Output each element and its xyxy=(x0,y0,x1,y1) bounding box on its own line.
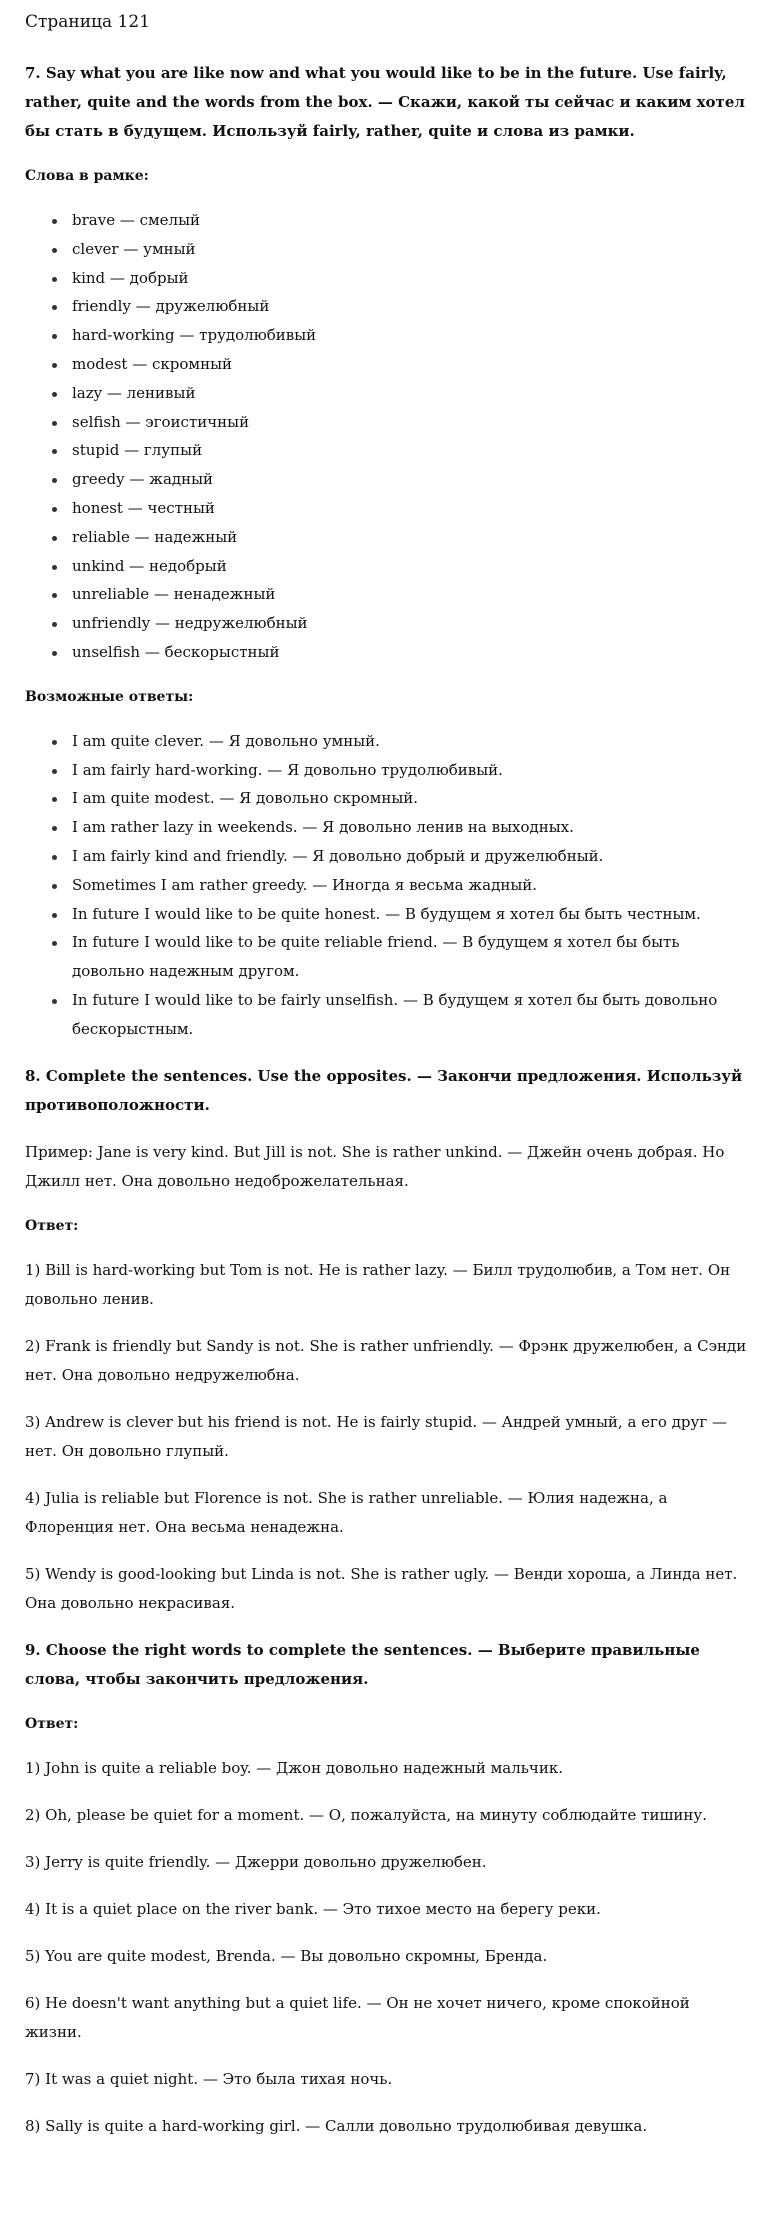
task-9-answer: 2) Oh, please be quiet for a moment. — О, пожалуйста, на минуту соблюдайте тишину. xyxy=(25,1805,708,1824)
task-9-answer-label: Ответ: xyxy=(25,1715,79,1732)
bullet-icon xyxy=(52,219,57,224)
bullet-icon xyxy=(52,536,57,541)
word-item: stupid — глупый xyxy=(52,436,748,465)
task-9-answer: 6) He doesn't want anything but a quiet life. — Он не хочет ничего, кроме спокойной жизни. xyxy=(25,1993,690,2041)
bullet-icon xyxy=(52,622,57,627)
task-9-answer: 1) John is quite a reliable boy. — Джон довольно надежный мальчик. xyxy=(25,1758,563,1777)
task-8-answer: 4) Julia is reliable but Florence is not. She is rather unreliable. — Юлия надежна, а Флоренция нет. Она весьма ненадежна. xyxy=(25,1488,668,1536)
bullet-icon xyxy=(52,248,57,253)
answer-item: I am fairly kind and friendly. — Я довольно добрый и дружелюбный. xyxy=(52,842,748,871)
task-9-heading: 9. Choose the right words to complete the sentences. — Выберите правильные слова, чтобы закончить предложения. xyxy=(25,1640,700,1688)
bullet-icon xyxy=(52,421,57,426)
bullet-icon xyxy=(52,449,57,454)
bullet-icon xyxy=(52,740,57,745)
task-7-heading: 7. Say what you are like now and what you would like to be in the future. Use fairly, rather, quite and the words from the box. — Скажи, какой ты сейчас и каким хотел бы стать в будущем. Используй fairly, rather, quite и слова из рамки. xyxy=(25,64,745,140)
task-8-answer: 3) Andrew is clever but his friend is not. He is fairly stupid. — Андрей умный, а его друг — нет. Он довольно глупый. xyxy=(25,1412,727,1460)
bullet-icon xyxy=(52,941,57,946)
bullet-icon xyxy=(52,334,57,339)
bullet-icon xyxy=(52,826,57,831)
bullet-icon xyxy=(52,363,57,368)
task-8-heading: 8. Complete the sentences. Use the opposites. — Закончи предложения. Используй противоположности. xyxy=(25,1066,743,1114)
answer-item: I am quite modest. — Я довольно скромный. xyxy=(52,784,748,813)
word-item: clever — умный xyxy=(52,235,748,264)
word-item: friendly — дружелюбный xyxy=(52,292,748,321)
word-list xyxy=(25,206,748,667)
word-item: brave — смелый xyxy=(52,206,748,235)
answer-item: In future I would like to be quite honest. — В будущем я хотел бы быть честным. xyxy=(52,900,748,929)
task-8-answer: 5) Wendy is good-looking but Linda is not. She is rather ugly. — Венди хороша, а Линда нет. Она довольно некрасивая. xyxy=(25,1564,738,1612)
possible-answers-label: Возможные ответы: xyxy=(25,688,194,705)
bullet-icon xyxy=(52,999,57,1004)
task-8-answer-label: Ответ: xyxy=(25,1217,79,1234)
word-item: unselfish — бескорыстный xyxy=(52,638,748,667)
task-9-answer: 8) Sally is quite a hard-working girl. — Салли довольно трудолюбивая девушка. xyxy=(25,2116,648,2135)
word-item: kind — добрый xyxy=(52,264,748,293)
answer-item: In future I would like to be quite reliable friend. — В будущем я хотел бы быть довольно надежным другом. xyxy=(52,928,748,986)
bullet-icon xyxy=(52,913,57,918)
word-item: unreliable — ненадежный xyxy=(52,580,748,609)
bullet-icon xyxy=(52,392,57,397)
page-title: Страница 121 xyxy=(25,12,151,32)
answer-item: In future I would like to be fairly unselfish. — В будущем я хотел бы быть довольно бескорыстным. xyxy=(52,986,748,1044)
word-item: reliable — надежный xyxy=(52,523,748,552)
task-8-example: Пример: Jane is very kind. But Jill is not. She is rather unkind. — Джейн очень добрая. Но Джилл нет. Она довольно недоброжелательная. xyxy=(25,1142,725,1190)
word-item: modest — скромный xyxy=(52,350,748,379)
answer-item: I am rather lazy in weekends. — Я довольно ленив на выходных. xyxy=(52,813,748,842)
task-8-answer: 2) Frank is friendly but Sandy is not. She is rather unfriendly. — Фрэнк дружелюбен, а Сэнди нет. Она довольно недружелюбна. xyxy=(25,1336,747,1384)
word-item: lazy — ленивый xyxy=(52,379,748,408)
task-9-answer: 7) It was a quiet night. — Это была тихая ночь. xyxy=(25,2069,393,2088)
bullet-icon xyxy=(52,593,57,598)
task-9-answer: 5) You are quite modest, Brenda. — Вы довольно скромны, Бренда. xyxy=(25,1946,548,1965)
word-item: honest — честный xyxy=(52,494,748,523)
word-item: unkind — недобрый xyxy=(52,552,748,581)
page-content xyxy=(0,10,772,2141)
bullet-icon xyxy=(52,769,57,774)
answer-item: Sometimes I am rather greedy. — Иногда я весьма жадный. xyxy=(52,871,748,900)
word-item: selfish — эгоистичный xyxy=(52,408,748,437)
bullet-icon xyxy=(52,797,57,802)
bullet-icon xyxy=(52,884,57,889)
bullet-icon xyxy=(52,478,57,483)
bullet-icon xyxy=(52,507,57,512)
word-item: hard-working — трудолюбивый xyxy=(52,321,748,350)
answer-list xyxy=(25,727,748,1044)
word-item: greedy — жадный xyxy=(52,465,748,494)
task-9-answer: 3) Jerry is quite friendly. — Джерри довольно дружелюбен. xyxy=(25,1852,487,1871)
task-8-answer: 1) Bill is hard-working but Tom is not. He is rather lazy. — Билл трудолюбив, а Том нет. Он довольно ленив. xyxy=(25,1260,731,1308)
words-label: Слова в рамке: xyxy=(25,168,149,184)
answer-item: I am fairly hard-working. — Я довольно трудолюбивый. xyxy=(52,756,748,785)
word-item: unfriendly — недружелюбный xyxy=(52,609,748,638)
bullet-icon xyxy=(52,855,57,860)
bullet-icon xyxy=(52,277,57,282)
bullet-icon xyxy=(52,651,57,656)
answer-item: I am quite clever. — Я довольно умный. xyxy=(52,727,748,756)
bullet-icon xyxy=(52,305,57,310)
task-9-answer: 4) It is a quiet place on the river bank. — Это тихое место на берегу реки. xyxy=(25,1899,601,1918)
bullet-icon xyxy=(52,565,57,570)
spacer xyxy=(25,1044,748,1062)
